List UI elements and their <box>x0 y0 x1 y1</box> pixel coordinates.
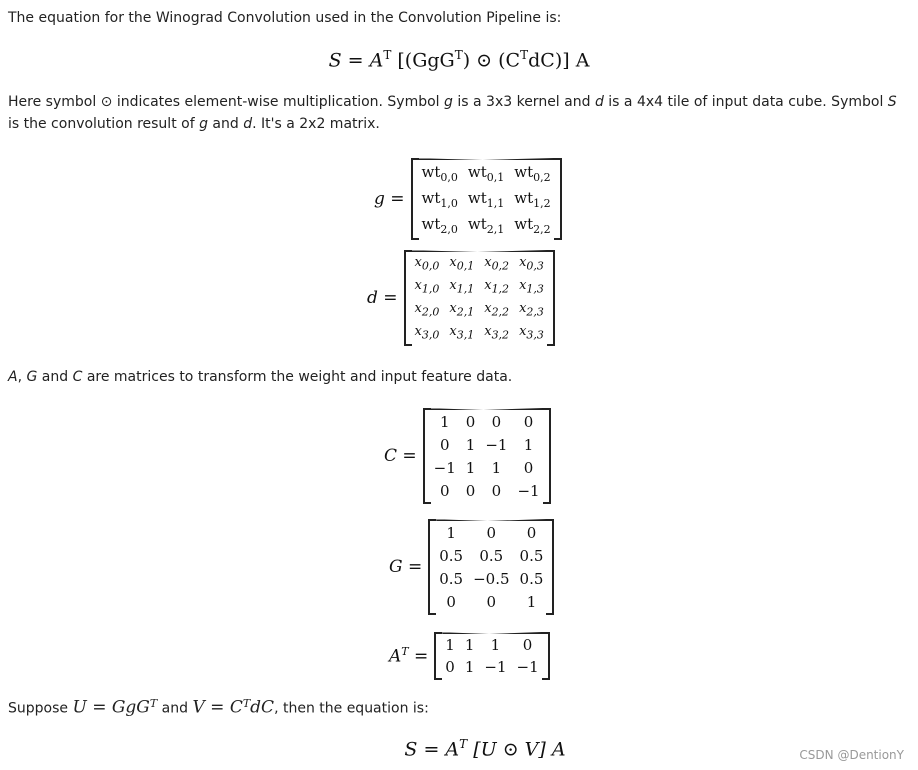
note-part: are matrices to transform the weight and input feature data. <box>82 369 513 385</box>
cell-base: x <box>484 254 492 270</box>
matrix-c-label: C = <box>384 446 417 466</box>
matrix-cell <box>514 298 549 321</box>
suppose-v-sup: T <box>242 697 251 710</box>
matrix-cell <box>479 298 514 321</box>
cell-base: x <box>414 323 422 339</box>
cell-subscript: 2,1 <box>456 305 475 319</box>
cell-subscript: 3,0 <box>421 328 440 342</box>
matrix-cell <box>417 186 463 212</box>
desc-symbol-s: S <box>887 94 897 110</box>
matrix-cell <box>514 252 549 275</box>
matrix-gbig-equation <box>389 519 554 615</box>
matrix-cell <box>514 321 549 344</box>
transform-note <box>8 366 910 388</box>
matrix-cell <box>509 160 555 186</box>
desc-part: and <box>207 116 244 132</box>
matrix-g-row <box>434 521 548 544</box>
matrix-g-row <box>434 567 548 590</box>
matrix-cell <box>463 186 509 212</box>
matrix-cell: 1 <box>490 636 501 654</box>
matrix-g-row <box>417 212 556 238</box>
cell-subscript: 1,0 <box>421 282 440 296</box>
cell-subscript: 0,0 <box>440 170 458 184</box>
main-equation <box>0 48 918 71</box>
final-eq-sup: T <box>459 737 468 751</box>
matrix-at-row <box>440 634 543 656</box>
matrix-cell: 1 <box>446 523 456 542</box>
main-eq-part-3: dC)] A <box>528 49 590 72</box>
matrix-cell <box>479 275 514 298</box>
cell-subscript: 1,1 <box>456 282 475 296</box>
cell-subscript: 2,3 <box>526 305 544 319</box>
suppose-u-def: U = GgG <box>72 697 150 718</box>
matrix-cell: −1 <box>433 458 456 477</box>
suppose-line <box>8 693 910 720</box>
cell-subscript: 0,1 <box>486 170 505 184</box>
matrix-cell <box>417 212 463 238</box>
cell-base: wt <box>514 214 534 233</box>
matrix-d-table <box>410 252 549 344</box>
matrix-cell: 0.5 <box>519 546 544 565</box>
matrix-cell: 1 <box>526 592 537 611</box>
desc-part: is a 4x4 tile of input data cube. Symbol <box>603 94 888 110</box>
matrix-cell <box>509 186 555 212</box>
matrix-cell: 0 <box>523 458 534 477</box>
matrix-cell <box>444 275 479 298</box>
matrix-c-row <box>429 479 545 502</box>
cell-base: wt <box>421 214 441 233</box>
cell-base: x <box>519 277 527 293</box>
matrix-cell <box>410 252 445 275</box>
matrix-g-row <box>417 186 556 212</box>
matrix-g <box>411 158 562 240</box>
cell-base: x <box>484 277 492 293</box>
matrix-cell <box>417 160 463 186</box>
matrix-cell: 0 <box>523 412 534 431</box>
at-label-a: A <box>389 646 402 667</box>
matrix-at-row <box>440 656 543 678</box>
cell-base: x <box>519 300 527 316</box>
matrix-cell: −1 <box>484 658 507 676</box>
matrix-c-table <box>429 410 545 502</box>
matrix-cell: 0 <box>491 412 502 431</box>
matrix-g-equation <box>374 158 562 240</box>
matrix-cell <box>514 275 549 298</box>
matrix-gbig <box>428 519 554 615</box>
final-eq-right: [U ⊙ V] A <box>473 738 566 761</box>
matrix-cell: 0 <box>522 636 533 654</box>
suppose-u-sup: T <box>149 697 158 710</box>
note-part: , <box>17 369 27 385</box>
cell-base: x <box>449 277 457 293</box>
main-eq-sup-1: T <box>383 48 392 62</box>
cell-base: x <box>484 323 492 339</box>
cell-base: wt <box>514 162 534 181</box>
matrix-cell: 0 <box>465 412 476 431</box>
matrix-cell: 1 <box>465 458 476 477</box>
matrix-cell: 0.5 <box>479 546 504 565</box>
matrix-at-label <box>389 645 428 667</box>
cell-subscript: 1,2 <box>533 196 551 210</box>
main-eq-part-1: [(GgG <box>397 49 455 72</box>
matrix-g-label: g = <box>374 189 405 209</box>
cell-subscript: 1,2 <box>491 282 510 296</box>
main-eq-sup-2: T <box>454 48 463 62</box>
matrix-cell: 0 <box>445 658 455 676</box>
matrix-cell: 0 <box>439 481 450 500</box>
cell-subscript: 2,0 <box>440 222 458 236</box>
matrix-cell: 0 <box>526 523 537 542</box>
cell-base: x <box>519 254 527 270</box>
cell-base: wt <box>514 188 534 207</box>
matrix-d-row <box>410 252 549 275</box>
cell-subscript: 0,1 <box>456 259 475 273</box>
matrix-g-row <box>417 160 556 186</box>
matrix-cell: 0 <box>446 592 456 611</box>
matrix-cell: 1 <box>523 435 534 454</box>
matrix-d-row <box>410 298 549 321</box>
matrix-cell: 0.5 <box>439 569 464 588</box>
matrix-at-table <box>440 634 543 678</box>
cell-base: x <box>414 277 422 293</box>
cell-subscript: 1,0 <box>440 196 458 210</box>
matrix-c <box>423 408 551 504</box>
matrix-cell <box>463 160 509 186</box>
cell-subscript: 0,2 <box>533 170 551 184</box>
matrix-cell: 1 <box>464 658 475 676</box>
cell-subscript: 2,1 <box>486 222 505 236</box>
suppose-v-def: V = C <box>192 697 243 718</box>
matrix-d-row <box>410 275 549 298</box>
matrix-c-row <box>429 456 545 479</box>
desc-part: . It's a 2x2 matrix. <box>252 116 380 132</box>
desc-symbol-g: g <box>444 94 453 110</box>
matrix-cell: −1 <box>516 658 539 676</box>
matrix-cell: 1 <box>439 412 450 431</box>
suppose-part: , then the equation is: <box>274 700 429 717</box>
matrix-cell: −1 <box>517 481 540 500</box>
matrix-cell <box>479 321 514 344</box>
matrix-cell: 0.5 <box>519 569 544 588</box>
description-paragraph <box>8 91 910 135</box>
matrix-gbig-label: G = <box>389 557 423 577</box>
matrix-d-label: d = <box>367 288 398 308</box>
matrix-cell <box>479 252 514 275</box>
cell-subscript: 0,2 <box>491 259 510 273</box>
matrix-c-row <box>429 410 545 433</box>
suppose-v-rest: dC <box>250 697 275 718</box>
cell-base: x <box>519 323 527 339</box>
matrix-d-row <box>410 321 549 344</box>
at-label-eq: = <box>408 646 429 667</box>
suppose-part: Suppose <box>8 700 73 717</box>
matrix-cell: 0 <box>465 481 476 500</box>
final-eq-left: S = A <box>404 738 460 761</box>
matrix-cell: 0.5 <box>439 546 464 565</box>
cell-base: x <box>414 254 422 270</box>
final-equation <box>26 737 918 760</box>
cell-base: x <box>449 254 457 270</box>
desc-symbol-d: d <box>594 94 604 110</box>
cell-subscript: 2,2 <box>491 305 510 319</box>
cell-base: x <box>414 300 422 316</box>
intro-text: The equation for the Winograd Convolution used in the Convolution Pipeline is: <box>8 10 562 26</box>
note-part: and <box>37 369 73 385</box>
desc-part: Here symbol ⊙ indicates element-wise multiplication. Symbol <box>8 94 445 110</box>
suppose-part: and <box>157 700 193 717</box>
matrix-cell <box>410 298 445 321</box>
main-eq-part-2: ) ⊙ (C <box>462 49 521 72</box>
matrix-at-equation <box>389 632 550 680</box>
note-symbol-g: G <box>26 369 38 385</box>
matrix-at <box>434 632 549 680</box>
cell-base: wt <box>421 162 441 181</box>
desc-part: is the convolution result of <box>8 116 200 132</box>
cell-base: x <box>484 300 492 316</box>
csdn-watermark: CSDN @DentionY <box>799 748 904 762</box>
matrix-c-row <box>429 433 545 456</box>
cell-base: wt <box>421 188 441 207</box>
cell-subscript: 0,0 <box>421 259 440 273</box>
cell-subscript: 3,1 <box>456 328 475 342</box>
matrix-g-row <box>434 590 548 613</box>
cell-base: x <box>449 300 457 316</box>
matrix-cell: 0 <box>486 592 497 611</box>
matrix-cell: 0 <box>486 523 497 542</box>
matrix-cell: 1 <box>445 636 455 654</box>
matrix-cell: 0 <box>491 481 502 500</box>
matrix-cell <box>444 252 479 275</box>
matrix-cell: −0.5 <box>473 569 510 588</box>
matrix-d <box>404 250 555 346</box>
matrix-cell <box>444 298 479 321</box>
desc-symbol-g: g <box>199 116 208 132</box>
cell-subscript: 0,3 <box>526 259 544 273</box>
matrix-cell <box>444 321 479 344</box>
at-label-sup: T <box>401 645 409 659</box>
cell-subscript: 1,3 <box>526 282 544 296</box>
cell-subscript: 3,3 <box>526 328 544 342</box>
note-symbol-a: A <box>8 369 18 385</box>
matrix-cell: 0 <box>439 435 450 454</box>
cell-subscript: 1,1 <box>486 196 505 210</box>
matrix-g-row <box>434 544 548 567</box>
matrix-cell: 1 <box>464 636 475 654</box>
matrix-d-equation <box>367 250 555 346</box>
matrix-cell <box>410 275 445 298</box>
cell-base: x <box>449 323 457 339</box>
cell-subscript: 3,2 <box>491 328 510 342</box>
matrix-cell: 1 <box>465 435 476 454</box>
main-eq-left: S = A <box>328 49 384 72</box>
cell-base: wt <box>467 214 487 233</box>
cell-base: wt <box>467 188 487 207</box>
main-eq-sup-3: T <box>520 48 529 62</box>
matrix-g-table <box>417 160 556 238</box>
matrix-cell <box>410 321 445 344</box>
matrix-gbig-table <box>434 521 548 613</box>
cell-base: wt <box>467 162 487 181</box>
cell-subscript: 2,2 <box>533 222 551 236</box>
cell-subscript: 2,0 <box>421 305 440 319</box>
matrix-cell: 1 <box>491 458 502 477</box>
matrix-cell <box>463 212 509 238</box>
note-symbol-c: C <box>72 369 83 385</box>
matrix-cell: −1 <box>485 435 508 454</box>
desc-part: is a 3x3 kernel and <box>452 94 595 110</box>
matrix-c-equation <box>384 408 551 504</box>
matrix-cell <box>509 212 555 238</box>
desc-symbol-d: d <box>243 116 253 132</box>
